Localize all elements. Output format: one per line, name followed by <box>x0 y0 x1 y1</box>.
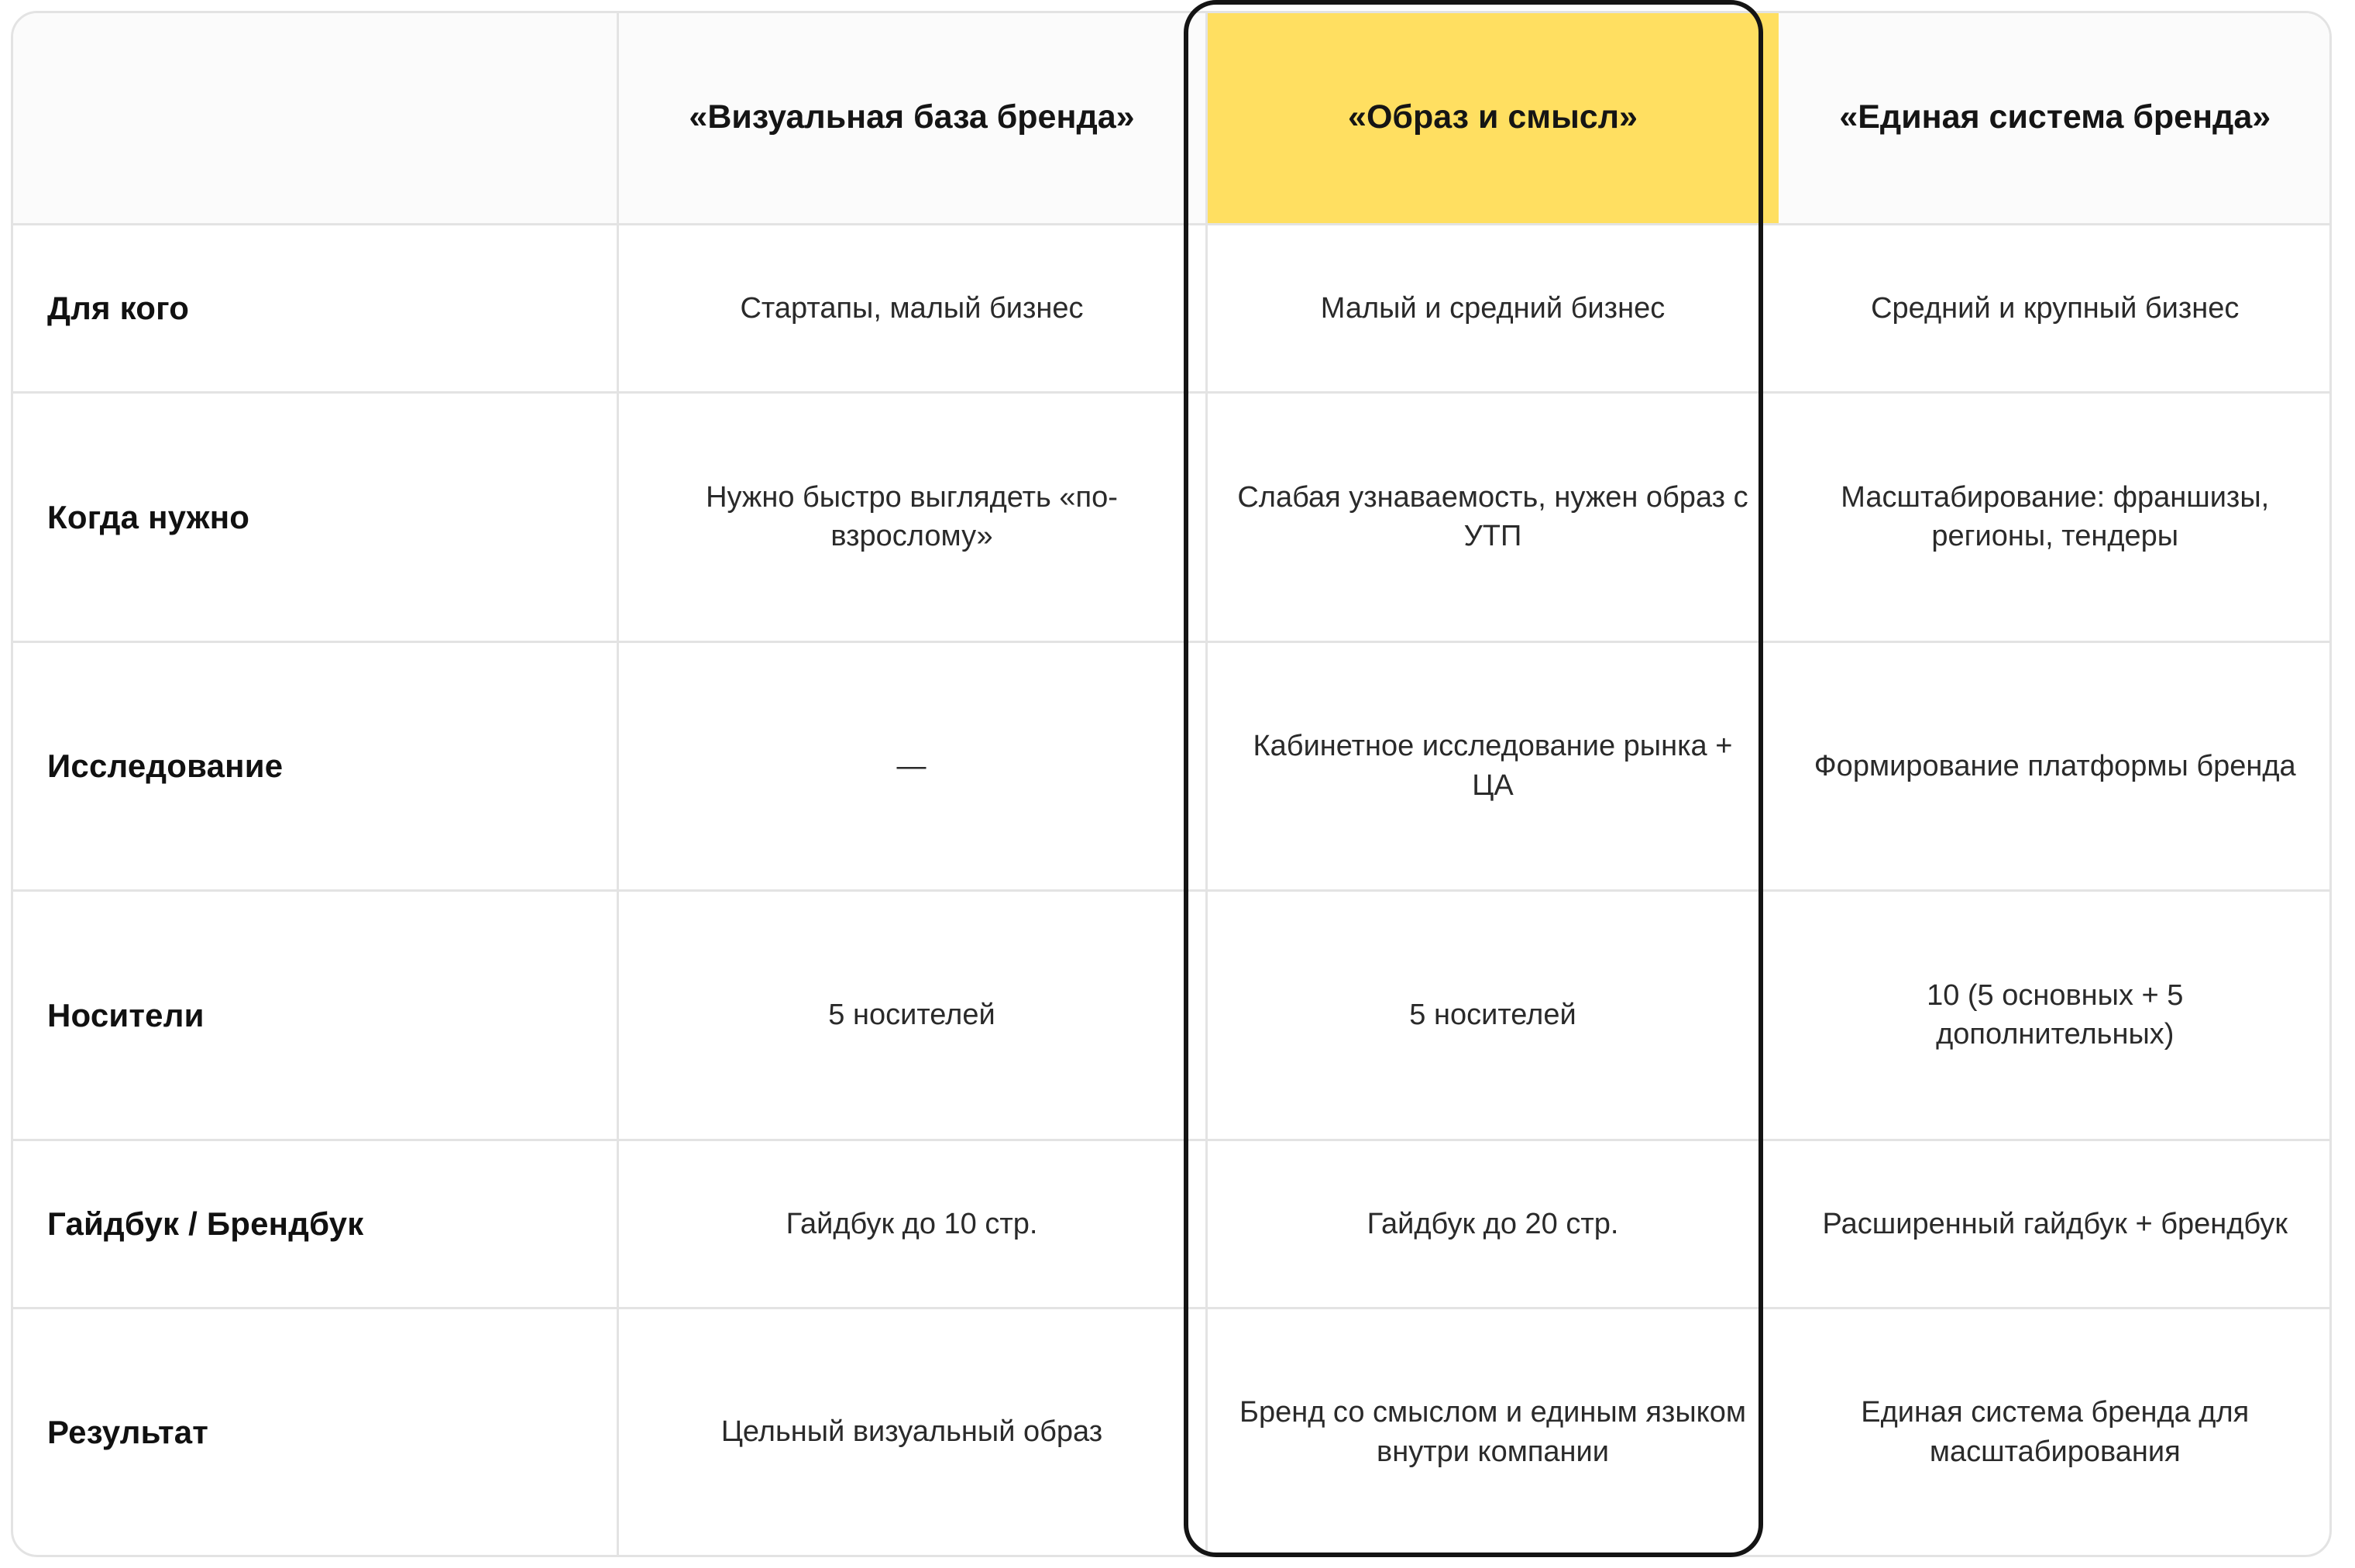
cell-guidebook-plan-2: Гайдбук до 20 стр. <box>1206 1140 1779 1308</box>
header-cell-plan-2-highlighted: «Образ и смысл» <box>1206 13 1779 224</box>
cell-result-plan-1: Цельный визуальный образ <box>617 1308 1206 1555</box>
table-row <box>13 891 2329 1140</box>
cell-for-whom-plan-2: Малый и средний бизнес <box>1206 224 1779 393</box>
cell-carriers-plan-2: 5 носителей <box>1206 891 1779 1140</box>
table-row <box>13 1140 2329 1308</box>
cell-for-whom-plan-1: Стартапы, малый бизнес <box>617 224 1206 393</box>
header-cell-plan-1: «Визуальная база бренда» <box>617 13 1206 224</box>
row-label-result: Результат <box>13 1308 617 1555</box>
cell-when-needed-plan-3: Масштабирование: франшизы, регионы, тендеры <box>1779 393 2329 641</box>
cell-carriers-plan-1: 5 носителей <box>617 891 1206 1140</box>
table-header <box>13 13 2329 224</box>
table-row <box>13 641 2329 890</box>
cell-guidebook-plan-3: Расширенный гайдбук + брендбук <box>1779 1140 2329 1308</box>
row-label-when-needed: Когда нужно <box>13 393 617 641</box>
header-cell-corner <box>13 13 617 224</box>
row-label-for-whom: Для кого <box>13 224 617 393</box>
cell-result-plan-3: Единая система бренда для масштабирования <box>1861 1396 2250 1468</box>
cell-research-plan-1: — <box>617 641 1206 890</box>
cell-guidebook-plan-1: Гайдбук до 10 стр. <box>617 1140 1206 1308</box>
cell-carriers-plan-3: 10 (5 основных + 5 дополнительных) <box>1779 891 2329 1140</box>
cell-for-whom-plan-3: Средний и крупный бизнес <box>1779 224 2329 393</box>
cell-result-plan-2: Бренд со смыслом и единым языком внутри компании <box>1239 1396 1746 1468</box>
row-label-carriers: Носители <box>13 891 617 1140</box>
table-row <box>13 393 2329 641</box>
comparison-table <box>13 13 2329 1555</box>
cell-research-plan-3: Формирование платформы бренда <box>1779 641 2329 890</box>
row-label-research: Исследование <box>13 641 617 890</box>
table-row <box>13 224 2329 393</box>
table-row <box>13 1308 2329 1555</box>
table-body <box>13 224 2329 1555</box>
header-row <box>13 13 2329 224</box>
cell-when-needed-plan-1: Нужно быстро выглядеть «по-взрослому» <box>617 393 1206 641</box>
comparison-table-container <box>11 11 2332 1557</box>
row-label-guidebook: Гайдбук / Брендбук <box>13 1140 617 1308</box>
cell-when-needed-plan-2: Слабая узнаваемость, нужен образ с УТП <box>1206 393 1779 641</box>
cell-research-plan-2: Кабинетное исследование рынка + ЦА <box>1206 641 1779 890</box>
header-cell-plan-3: «Единая система бренда» <box>1779 13 2329 224</box>
